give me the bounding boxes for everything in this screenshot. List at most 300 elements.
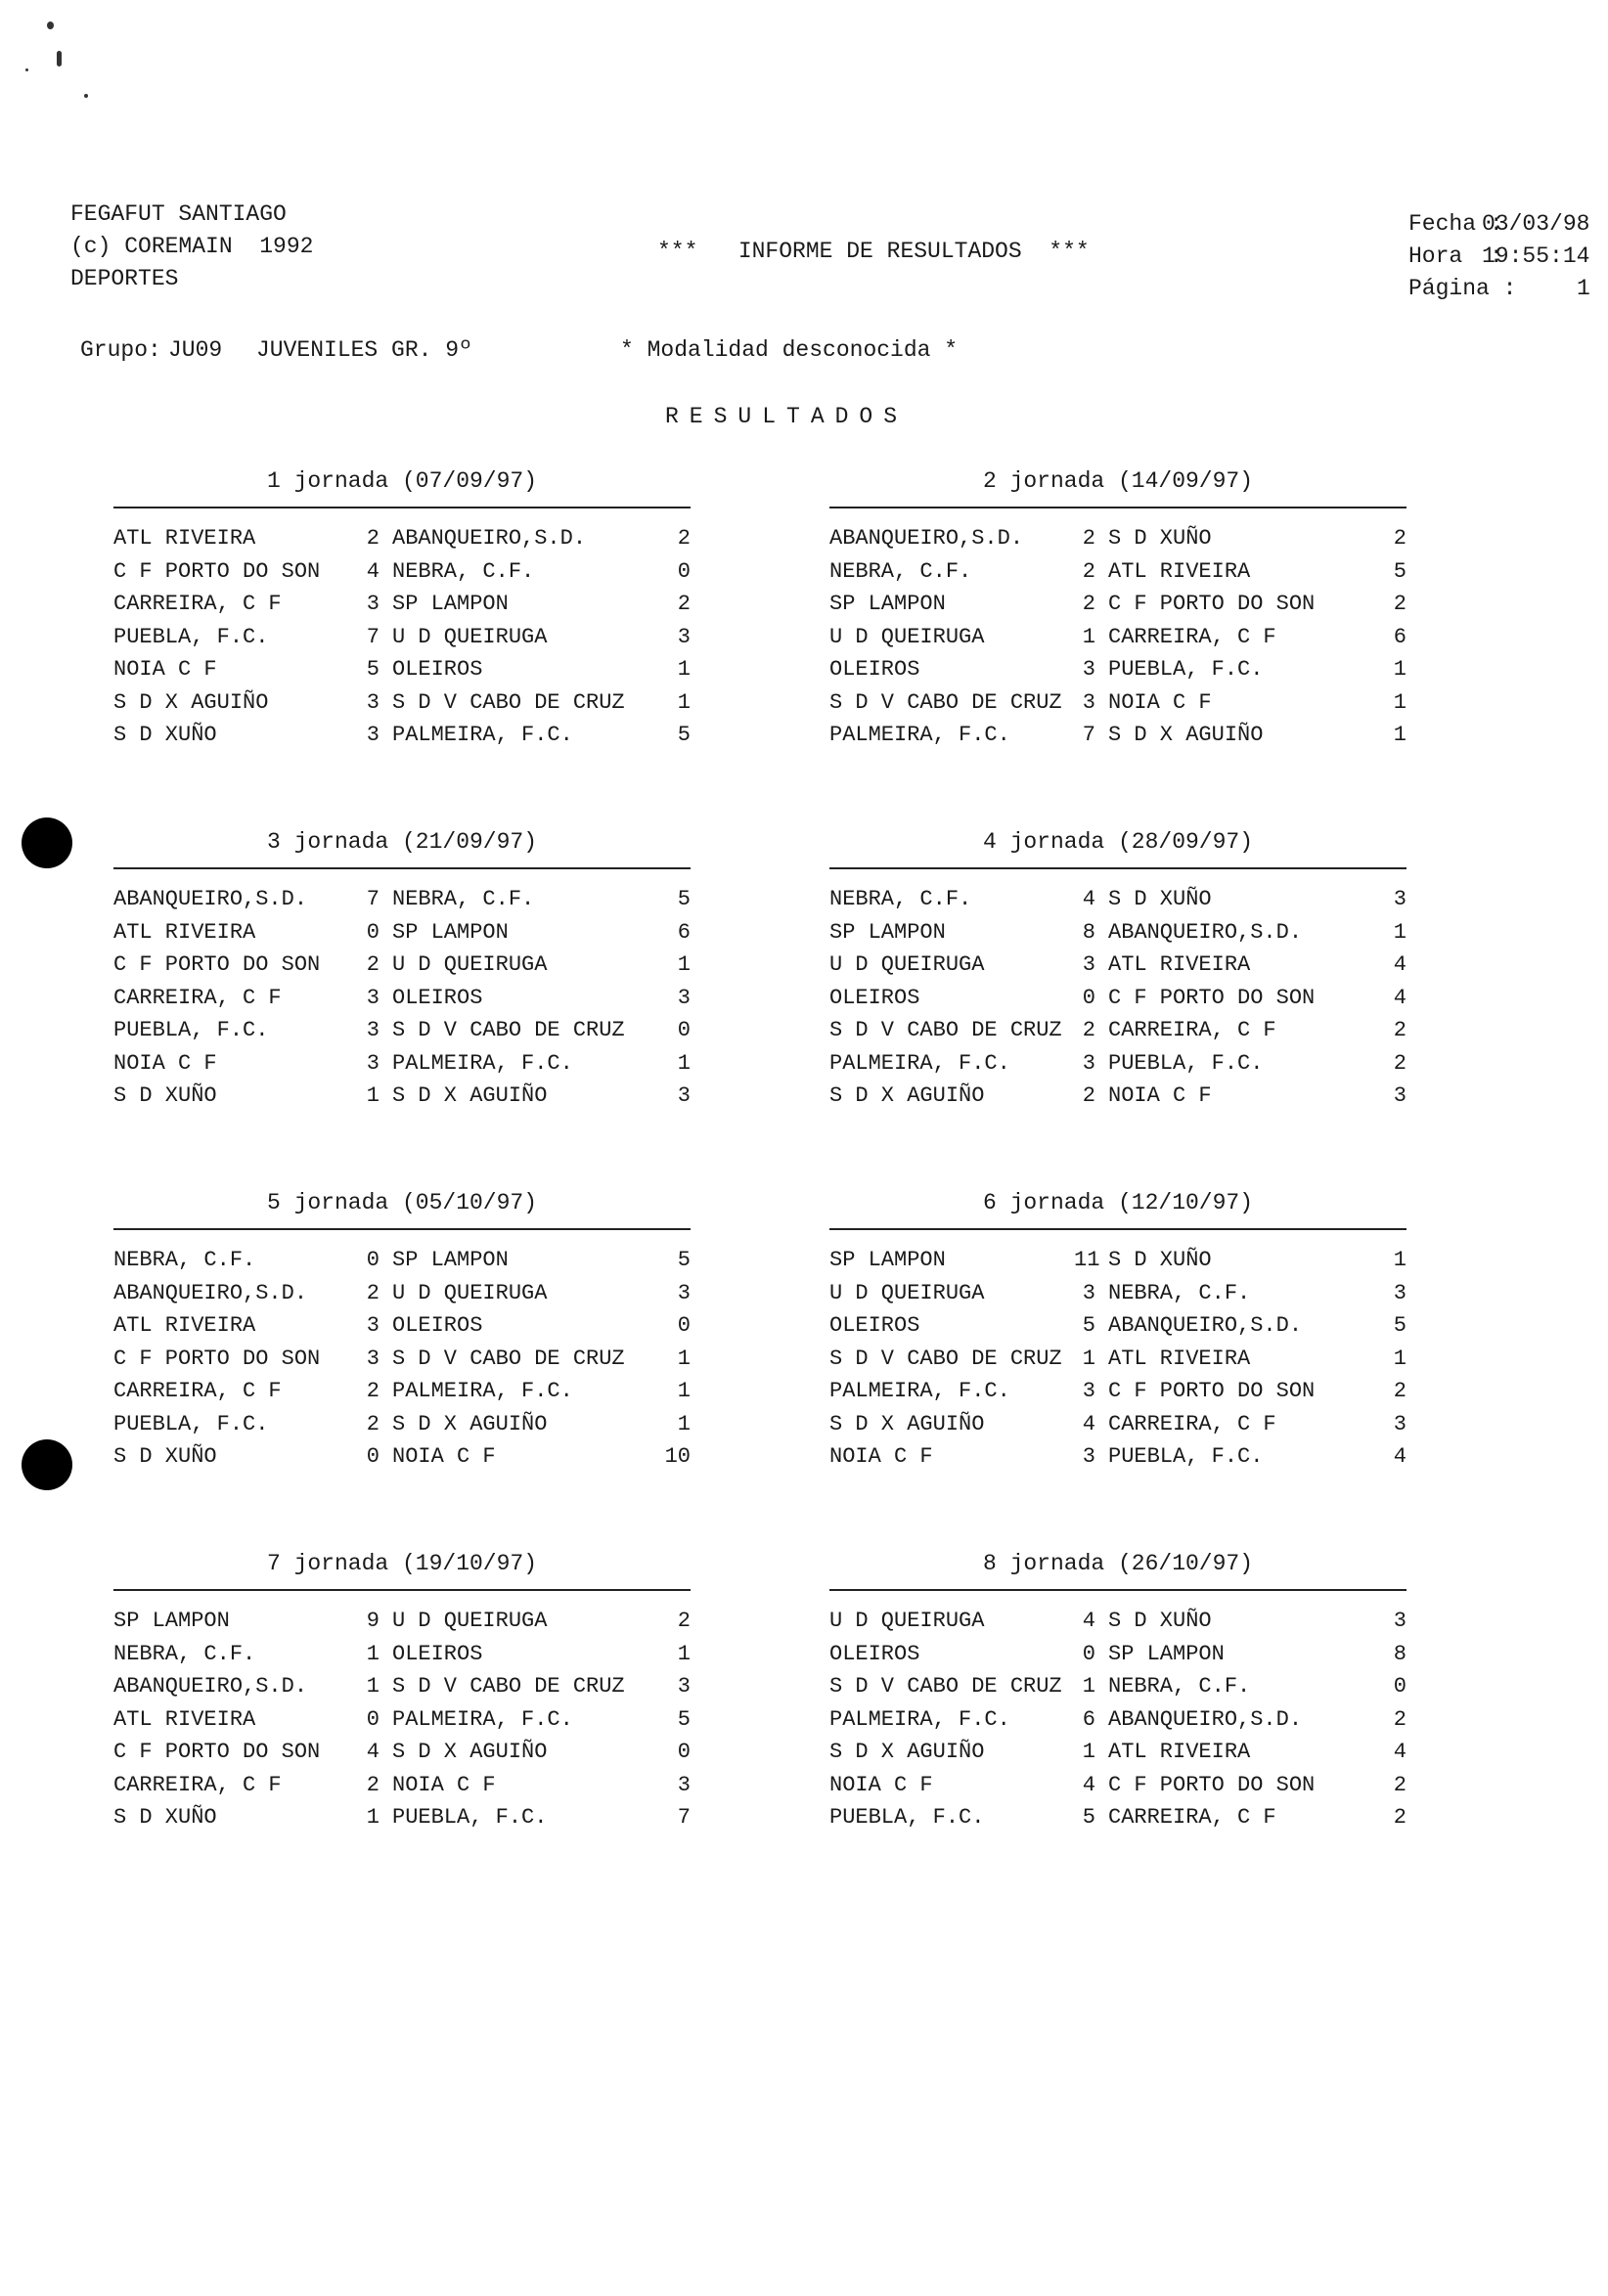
match-row: [829, 653, 1407, 686]
away-score: 3: [1393, 1609, 1407, 1633]
home-team: U D QUEIRUGA: [829, 1609, 985, 1633]
away-score: 1: [677, 1346, 691, 1371]
home-team: S D V CABO DE CRUZ: [829, 1346, 1062, 1371]
match-row: [113, 1244, 691, 1277]
home-team: S D V CABO DE CRUZ: [829, 689, 1062, 715]
match-row: [829, 555, 1407, 589]
away-score: 5: [677, 723, 691, 747]
home-score: 7: [1082, 723, 1095, 747]
home-team: NEBRA, C.F.: [113, 1248, 256, 1272]
away-team: ATL RIVEIRA: [1108, 1346, 1251, 1371]
home-team: NOIA C F: [113, 657, 217, 682]
away-team: ATL RIVEIRA: [1108, 1740, 1251, 1764]
match-row: [829, 588, 1407, 621]
home-team: CARREIRA, C F: [113, 592, 282, 616]
match-row: [113, 1014, 691, 1047]
away-team: NEBRA, C.F.: [1108, 1280, 1251, 1305]
home-team: S D V CABO DE CRUZ: [829, 1674, 1062, 1699]
match-row: [829, 1343, 1407, 1376]
home-team: SP LAMPON: [113, 1609, 230, 1633]
home-score: 3: [366, 592, 380, 616]
home-team: PALMEIRA, F.C.: [829, 723, 1010, 747]
match-row: [113, 1769, 691, 1802]
scan-speck: [57, 51, 62, 66]
away-team: CARREIRA, C F: [1108, 1805, 1276, 1830]
away-team: C F PORTO DO SON: [1108, 592, 1316, 616]
home-score: 3: [366, 723, 380, 747]
home-score: 0: [1082, 985, 1095, 1010]
away-team: U D QUEIRUGA: [392, 952, 548, 977]
home-team: ATL RIVEIRA: [113, 526, 256, 551]
round-title: 4 jornada (28/09/97): [982, 829, 1254, 855]
match-row: [829, 1440, 1407, 1474]
match-row: [829, 719, 1407, 752]
match-row: [113, 1638, 691, 1671]
home-score: 5: [1082, 1805, 1095, 1830]
away-team: S D V CABO DE CRUZ: [392, 1346, 625, 1371]
home-team: ABANQUEIRO,S.D.: [829, 526, 1024, 551]
home-team: C F PORTO DO SON: [113, 1740, 321, 1764]
copyright-line: (c) COREMAIN 1992: [70, 234, 314, 259]
round-divider: [113, 1228, 691, 1230]
home-score: 2: [1082, 592, 1095, 616]
away-score: 1: [1393, 1346, 1407, 1371]
home-score: 4: [1082, 1772, 1095, 1797]
home-score: 3: [1082, 689, 1095, 715]
away-score: 10: [664, 1444, 691, 1469]
round-divider: [829, 507, 1407, 508]
match-row: [829, 1769, 1407, 1802]
home-score: 0: [366, 1444, 380, 1469]
round-title: 6 jornada (12/10/97): [982, 1190, 1254, 1215]
home-team: NEBRA, C.F.: [829, 558, 972, 584]
home-score: 2: [366, 1280, 380, 1305]
match-row: [829, 1014, 1407, 1047]
pagina-label: Página :: [1408, 276, 1517, 301]
away-score: 3: [1393, 887, 1407, 911]
pagina-value: 1: [1577, 276, 1590, 301]
away-team: PALMEIRA, F.C.: [392, 1706, 573, 1732]
away-team: OLEIROS: [392, 1641, 483, 1666]
home-score: 1: [1082, 1674, 1095, 1699]
home-team: S D X AGUIÑO: [113, 689, 269, 715]
match-row: [113, 686, 691, 720]
home-score: 2: [1082, 526, 1095, 551]
home-score: 1: [366, 1641, 380, 1666]
home-team: U D QUEIRUGA: [829, 624, 985, 649]
away-score: 5: [1393, 558, 1407, 584]
away-score: 2: [677, 1609, 691, 1633]
match-row: [113, 621, 691, 654]
match-row: [113, 949, 691, 982]
org-name: FEGAFUT SANTIAGO: [70, 201, 287, 227]
match-row: [113, 1440, 691, 1474]
home-score: 2: [366, 1772, 380, 1797]
match-row: [829, 1277, 1407, 1310]
match-row: [113, 916, 691, 949]
home-team: ABANQUEIRO,S.D.: [113, 1674, 308, 1699]
away-score: 1: [677, 1379, 691, 1403]
match-row: [829, 982, 1407, 1015]
away-score: 1: [1393, 919, 1407, 945]
punch-hole-lower: [22, 1439, 72, 1490]
away-score: 4: [1393, 952, 1407, 977]
home-score: 4: [1082, 1609, 1095, 1633]
away-score: 3: [677, 624, 691, 649]
home-score: 3: [366, 1346, 380, 1371]
home-score: 3: [1082, 1280, 1095, 1305]
home-score: 8: [1082, 919, 1095, 945]
away-score: 8: [1393, 1641, 1407, 1666]
home-team: ATL RIVEIRA: [113, 1706, 256, 1732]
round-title: 3 jornada (21/09/97): [266, 829, 538, 855]
home-score: 3: [1082, 1050, 1095, 1076]
home-team: CARREIRA, C F: [113, 1772, 282, 1797]
home-team: NOIA C F: [113, 1050, 217, 1076]
scan-speck: [25, 68, 28, 71]
away-team: PUEBLA, F.C.: [1108, 1444, 1264, 1469]
away-team: NEBRA, C.F.: [1108, 1674, 1251, 1699]
away-score: 3: [1393, 1411, 1407, 1436]
round-title: 5 jornada (05/10/97): [266, 1190, 538, 1215]
away-score: 0: [677, 1313, 691, 1338]
home-score: 6: [1082, 1706, 1095, 1732]
hora-label: Hora :: [1408, 243, 1503, 269]
away-team: S D XUÑO: [1108, 1609, 1212, 1633]
home-score: 11: [1074, 1248, 1100, 1272]
match-row: [829, 1670, 1407, 1703]
home-score: 3: [1082, 952, 1095, 977]
home-team: SP LAMPON: [829, 1248, 946, 1272]
match-row: [113, 1736, 691, 1769]
home-team: S D X AGUIÑO: [829, 1740, 985, 1764]
away-score: 2: [1393, 1050, 1407, 1076]
home-team: S D XUÑO: [113, 1444, 217, 1469]
home-team: OLEIROS: [829, 1313, 920, 1338]
home-score: 0: [366, 919, 380, 945]
round-block: [829, 460, 1407, 752]
home-team: S D V CABO DE CRUZ: [829, 1018, 1062, 1042]
match-row: [829, 1244, 1407, 1277]
home-score: 1: [366, 1674, 380, 1699]
match-row: [113, 1080, 691, 1113]
away-score: 1: [1393, 689, 1407, 715]
away-team: C F PORTO DO SON: [1108, 1772, 1316, 1797]
away-score: 1: [677, 1641, 691, 1666]
away-team: S D XUÑO: [1108, 526, 1212, 551]
scan-speck: [47, 22, 54, 29]
home-score: 2: [366, 952, 380, 977]
away-score: 1: [677, 689, 691, 715]
home-team: C F PORTO DO SON: [113, 1346, 321, 1371]
match-row: [829, 1736, 1407, 1769]
away-team: NEBRA, C.F.: [392, 558, 535, 584]
away-score: 2: [1393, 1379, 1407, 1403]
home-team: NOIA C F: [829, 1772, 933, 1797]
away-score: 1: [1393, 657, 1407, 682]
away-team: S D V CABO DE CRUZ: [392, 689, 625, 715]
round-divider: [829, 867, 1407, 869]
away-score: 3: [677, 1280, 691, 1305]
round-block: [829, 1542, 1407, 1834]
away-team: S D X AGUIÑO: [392, 1411, 548, 1436]
away-team: ATL RIVEIRA: [1108, 952, 1251, 977]
match-row: [113, 1670, 691, 1703]
section-title: RESULTADOS: [665, 404, 909, 429]
away-score: 2: [1393, 592, 1407, 616]
away-score: 3: [1393, 1280, 1407, 1305]
home-score: 7: [366, 624, 380, 649]
home-score: 2: [366, 526, 380, 551]
away-score: 1: [677, 657, 691, 682]
home-score: 4: [1082, 1411, 1095, 1436]
match-row: [113, 719, 691, 752]
away-team: PUEBLA, F.C.: [1108, 1050, 1264, 1076]
away-team: PUEBLA, F.C.: [1108, 657, 1264, 682]
match-row: [113, 982, 691, 1015]
away-team: S D X AGUIÑO: [392, 1083, 548, 1108]
match-row: [829, 621, 1407, 654]
home-score: 2: [366, 1379, 380, 1403]
home-team: U D QUEIRUGA: [829, 952, 985, 977]
home-team: ABANQUEIRO,S.D.: [113, 887, 308, 911]
home-team: PALMEIRA, F.C.: [829, 1706, 1010, 1732]
away-team: S D XUÑO: [1108, 1248, 1212, 1272]
home-team: NEBRA, C.F.: [829, 887, 972, 911]
round-divider: [113, 507, 691, 508]
home-team: C F PORTO DO SON: [113, 952, 321, 977]
home-score: 5: [1082, 1313, 1095, 1338]
away-score: 3: [677, 985, 691, 1010]
scan-speck: [84, 94, 88, 98]
away-score: 3: [677, 1083, 691, 1108]
away-score: 1: [677, 1411, 691, 1436]
away-team: S D X AGUIÑO: [1108, 723, 1264, 747]
department-line: DEPORTES: [70, 266, 179, 291]
match-row: [829, 1309, 1407, 1343]
home-team: PUEBLA, F.C.: [829, 1805, 985, 1830]
away-score: 2: [677, 526, 691, 551]
home-score: 3: [1082, 1444, 1095, 1469]
match-row: [113, 1309, 691, 1343]
home-score: 1: [1082, 1740, 1095, 1764]
away-team: CARREIRA, C F: [1108, 1411, 1276, 1436]
home-team: S D X AGUIÑO: [829, 1411, 985, 1436]
away-score: 5: [677, 1248, 691, 1272]
home-team: S D X AGUIÑO: [829, 1083, 985, 1108]
match-row: [113, 883, 691, 916]
away-score: 1: [677, 952, 691, 977]
home-team: ATL RIVEIRA: [113, 1313, 256, 1338]
home-team: NOIA C F: [829, 1444, 933, 1469]
away-team: ABANQUEIRO,S.D.: [392, 526, 587, 551]
away-score: 3: [1393, 1083, 1407, 1108]
home-score: 0: [1082, 1641, 1095, 1666]
home-team: OLEIROS: [829, 657, 920, 682]
home-team: U D QUEIRUGA: [829, 1280, 985, 1305]
home-score: 3: [1082, 657, 1095, 682]
away-score: 7: [677, 1805, 691, 1830]
away-team: NOIA C F: [392, 1444, 496, 1469]
away-team: NEBRA, C.F.: [392, 887, 535, 911]
away-team: PALMEIRA, F.C.: [392, 1379, 573, 1403]
home-team: CARREIRA, C F: [113, 1379, 282, 1403]
home-score: 0: [366, 1248, 380, 1272]
away-team: U D QUEIRUGA: [392, 624, 548, 649]
home-score: 3: [1082, 1379, 1095, 1403]
report-title: *** INFORME DE RESULTADOS ***: [657, 239, 1090, 264]
match-row: [113, 1375, 691, 1408]
match-row: [113, 1047, 691, 1081]
home-team: S D XUÑO: [113, 723, 217, 747]
match-row: [829, 1605, 1407, 1638]
home-score: 3: [366, 985, 380, 1010]
round-title: 8 jornada (26/10/97): [982, 1551, 1254, 1576]
away-score: 0: [677, 1740, 691, 1764]
home-score: 2: [1082, 558, 1095, 584]
home-score: 4: [366, 558, 380, 584]
home-score: 1: [366, 1805, 380, 1830]
match-row: [113, 653, 691, 686]
home-team: PUEBLA, F.C.: [113, 1411, 269, 1436]
home-team: S D XUÑO: [113, 1083, 217, 1108]
match-row: [829, 1703, 1407, 1737]
match-row: [113, 1277, 691, 1310]
away-score: 1: [1393, 1248, 1407, 1272]
match-row: [113, 588, 691, 621]
away-team: SP LAMPON: [392, 592, 509, 616]
away-team: OLEIROS: [392, 657, 483, 682]
away-score: 6: [1393, 624, 1407, 649]
away-score: 2: [1393, 1805, 1407, 1830]
round-block: [113, 1542, 691, 1834]
round-title: 2 jornada (14/09/97): [982, 468, 1254, 494]
home-team: SP LAMPON: [829, 592, 946, 616]
match-row: [829, 916, 1407, 949]
match-row: [829, 883, 1407, 916]
away-score: 4: [1393, 1444, 1407, 1469]
fecha-label: Fecha :: [1408, 211, 1503, 237]
home-score: 7: [366, 887, 380, 911]
match-row: [829, 1080, 1407, 1113]
away-team: S D XUÑO: [1108, 887, 1212, 911]
match-row: [113, 1408, 691, 1441]
away-team: SP LAMPON: [392, 1248, 509, 1272]
home-team: S D XUÑO: [113, 1805, 217, 1830]
away-score: 0: [1393, 1674, 1407, 1699]
away-score: 4: [1393, 1740, 1407, 1764]
match-row: [829, 949, 1407, 982]
home-score: 4: [366, 1740, 380, 1764]
away-team: PUEBLA, F.C.: [392, 1805, 548, 1830]
away-team: PALMEIRA, F.C.: [392, 723, 573, 747]
home-team: ABANQUEIRO,S.D.: [113, 1280, 308, 1305]
home-team: NEBRA, C.F.: [113, 1641, 256, 1666]
match-row: [829, 1638, 1407, 1671]
home-score: 1: [1082, 1346, 1095, 1371]
round-divider: [113, 867, 691, 869]
away-team: ABANQUEIRO,S.D.: [1108, 1706, 1303, 1732]
away-score: 4: [1393, 985, 1407, 1010]
match-row: [829, 1801, 1407, 1834]
home-score: 3: [366, 1050, 380, 1076]
match-row: [829, 1375, 1407, 1408]
home-score: 2: [1082, 1018, 1095, 1042]
match-row: [113, 1605, 691, 1638]
home-score: 5: [366, 657, 380, 682]
round-divider: [113, 1589, 691, 1591]
away-score: 5: [1393, 1313, 1407, 1338]
group-code: JU09: [168, 337, 223, 363]
away-team: NOIA C F: [1108, 1083, 1212, 1108]
home-score: 1: [1082, 624, 1095, 649]
away-team: ABANQUEIRO,S.D.: [1108, 919, 1303, 945]
home-team: PALMEIRA, F.C.: [829, 1050, 1010, 1076]
match-row: [113, 1801, 691, 1834]
home-team: OLEIROS: [829, 1641, 920, 1666]
home-team: PUEBLA, F.C.: [113, 624, 269, 649]
home-score: 3: [366, 689, 380, 715]
home-score: 9: [366, 1609, 380, 1633]
round-block: [113, 1181, 691, 1474]
round-block: [113, 460, 691, 752]
home-team: CARREIRA, C F: [113, 985, 282, 1010]
away-score: 1: [1393, 723, 1407, 747]
away-team: PALMEIRA, F.C.: [392, 1050, 573, 1076]
home-team: PUEBLA, F.C.: [113, 1018, 269, 1042]
round-divider: [829, 1589, 1407, 1591]
away-team: S D V CABO DE CRUZ: [392, 1018, 625, 1042]
home-team: PALMEIRA, F.C.: [829, 1379, 1010, 1403]
away-score: 6: [677, 919, 691, 945]
hora-value: 19:55:14: [1482, 243, 1590, 269]
away-team: SP LAMPON: [392, 919, 509, 945]
away-team: NOIA C F: [392, 1772, 496, 1797]
away-score: 2: [1393, 1706, 1407, 1732]
match-row: [113, 522, 691, 555]
away-score: 2: [1393, 1772, 1407, 1797]
round-divider: [829, 1228, 1407, 1230]
away-team: C F PORTO DO SON: [1108, 985, 1316, 1010]
home-score: 0: [366, 1706, 380, 1732]
match-row: [829, 522, 1407, 555]
home-score: 2: [366, 1411, 380, 1436]
away-score: 5: [677, 1706, 691, 1732]
away-score: 5: [677, 887, 691, 911]
match-row: [113, 1703, 691, 1737]
home-team: SP LAMPON: [829, 919, 946, 945]
group-label: Grupo:: [80, 337, 161, 363]
punch-hole-upper: [22, 817, 72, 868]
home-team: ATL RIVEIRA: [113, 919, 256, 945]
group-name: JUVENILES GR. 9º: [256, 337, 472, 363]
away-team: ABANQUEIRO,S.D.: [1108, 1313, 1303, 1338]
away-team: CARREIRA, C F: [1108, 1018, 1276, 1042]
away-team: U D QUEIRUGA: [392, 1609, 548, 1633]
away-team: S D V CABO DE CRUZ: [392, 1674, 625, 1699]
away-score: 2: [1393, 1018, 1407, 1042]
home-score: 1: [366, 1083, 380, 1108]
home-team: OLEIROS: [829, 985, 920, 1010]
away-score: 2: [677, 592, 691, 616]
away-team: OLEIROS: [392, 1313, 483, 1338]
round-block: [829, 820, 1407, 1113]
home-team: C F PORTO DO SON: [113, 558, 321, 584]
away-score: 0: [677, 558, 691, 584]
modalidad: * Modalidad desconocida *: [620, 337, 959, 363]
fecha-value: 03/03/98: [1482, 211, 1590, 237]
away-team: ATL RIVEIRA: [1108, 558, 1251, 584]
